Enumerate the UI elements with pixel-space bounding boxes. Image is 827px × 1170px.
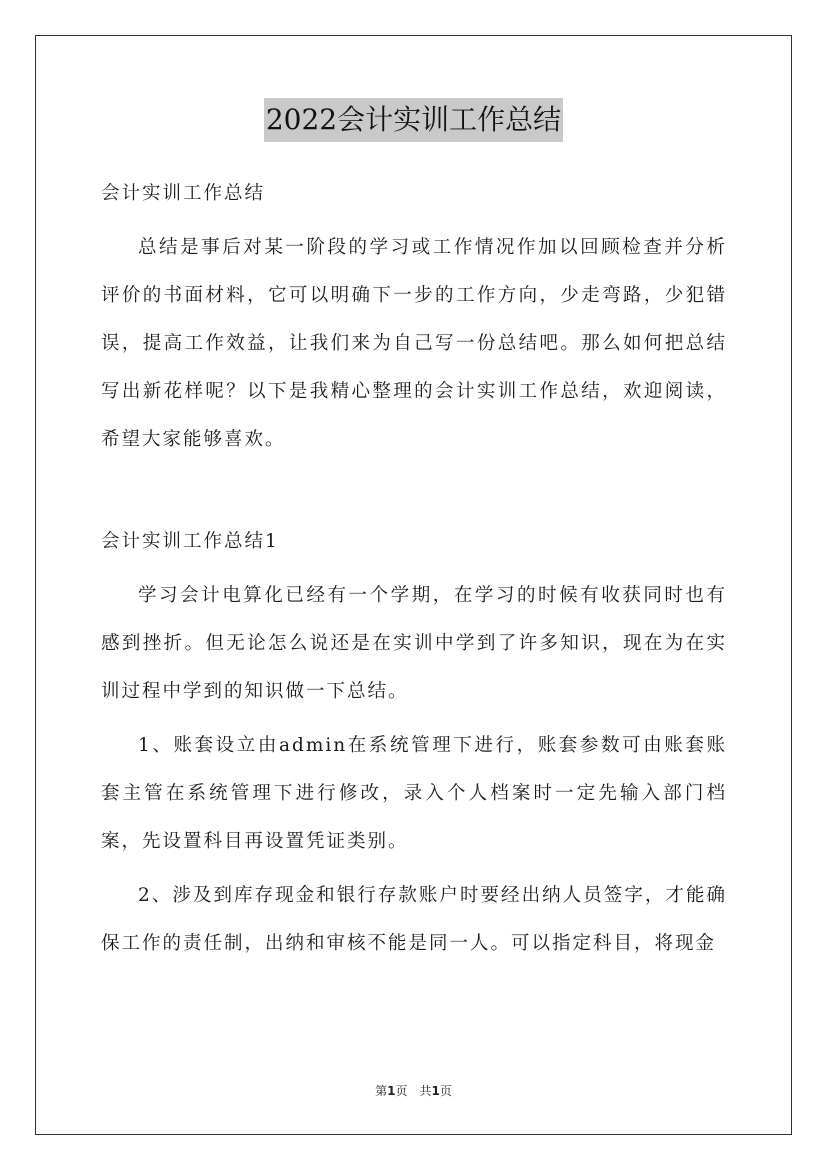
- document-title: 2022会计实训工作总结: [264, 98, 563, 142]
- section1-paragraph-2: 1、账套设立由admin在系统管理下进行，账套参数可由账套账套主管在系统管理下进行修改，录入个人档案时一定先输入部门档案，先设置科目再设置凭证类别。: [101, 735, 727, 852]
- section-heading-main: 会计实训工作总结: [101, 183, 266, 204]
- footer-page-number: 1: [387, 1084, 396, 1098]
- footer-page-prefix: 第: [375, 1084, 388, 1098]
- section-heading-1: 会计实训工作总结1: [101, 531, 279, 552]
- section1-paragraph-1: 学习会计电算化已经有一个学期，在学习的时候有收获同时也有感到挫折。但无论怎么说还是在实训中学到了许多知识，现在为在实训过程中学到的知识做一下总结。: [101, 585, 727, 702]
- intro-paragraph: 总结是事后对某一阶段的学习或工作情况作加以回顾检查并分析评价的书面材料，它可以明确下一步的工作方向，少走弯路，少犯错误，提高工作效益，让我们来为自己写一份总结吧。那么如何把总结写出新花样呢？以下是我精心整理的会计实训工作总结，欢迎阅读，希望大家能够喜欢。: [101, 237, 727, 450]
- footer-page-total: 1: [431, 1084, 440, 1098]
- document-body: [101, 170, 727, 968]
- page-footer: [0, 1082, 827, 1099]
- footer-page-mid: 页 共: [395, 1084, 432, 1098]
- footer-page-suffix: 页: [439, 1084, 452, 1098]
- section1-paragraph-3: 2、涉及到库存现金和银行存款账户时要经出纳人员签字，才能确保工作的责任制，出纳和审核不能是同一人。可以指定科目，将现金: [101, 885, 727, 954]
- title-wrap: [0, 98, 827, 142]
